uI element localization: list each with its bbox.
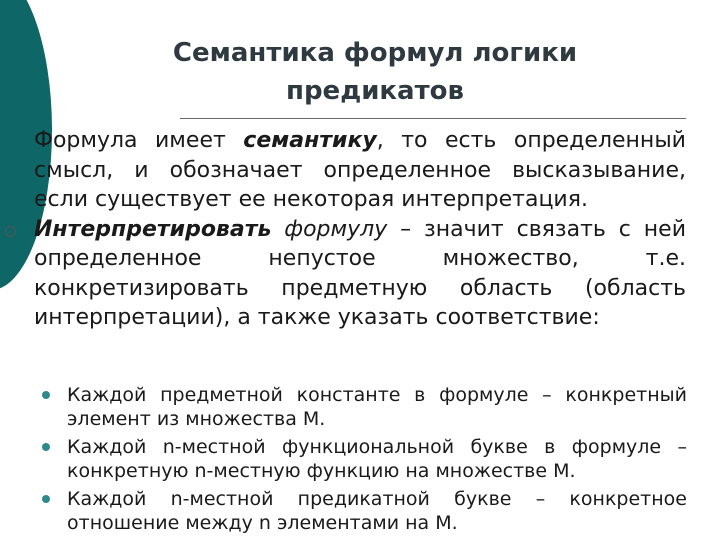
subpoint-text: Каждой предметной константе в формуле – конкретный элемент из множества М.	[67, 384, 687, 430]
point-text: Формула имеет	[34, 128, 244, 153]
point-text: , то есть определенный смысл, и обозначает определенное высказывание, если существует ее некоторая интерпретация.	[34, 128, 686, 212]
title-line-1: Семантика формул логики	[172, 38, 578, 68]
dot-bullet-icon	[42, 443, 50, 451]
subpoint-text: Каждой n-местной функциональной букве в формуле – конкретную n-местную функцию на множестве М.	[67, 436, 687, 482]
point-emphasis: семантику	[243, 128, 377, 153]
ring-bullet-icon	[5, 226, 16, 237]
point-space	[271, 217, 284, 242]
subpoint-text: Каждой n-местной предикатной букве – конкретное отношение между n элементами на М.	[67, 488, 687, 534]
list-item	[67, 436, 687, 483]
page-title	[150, 34, 600, 110]
point-italic: формулу	[284, 216, 388, 242]
point-emphasis: Интерпретировать	[34, 216, 272, 242]
main-bullet-list	[34, 126, 686, 333]
list-item	[67, 384, 687, 431]
dot-bullet-icon	[42, 495, 50, 503]
dot-bullet-icon	[42, 391, 50, 399]
list-item	[67, 488, 687, 535]
title-line-2: предикатов	[285, 76, 464, 106]
point-text: – значит связать с ней определенное непустое множество, т.е. конкретизировать предметную область (область интерпретации), а также указать соответствие:	[34, 216, 686, 330]
title-divider	[180, 118, 686, 119]
sub-bullet-list	[67, 384, 687, 540]
list-item	[34, 126, 686, 215]
list-item	[34, 215, 686, 333]
